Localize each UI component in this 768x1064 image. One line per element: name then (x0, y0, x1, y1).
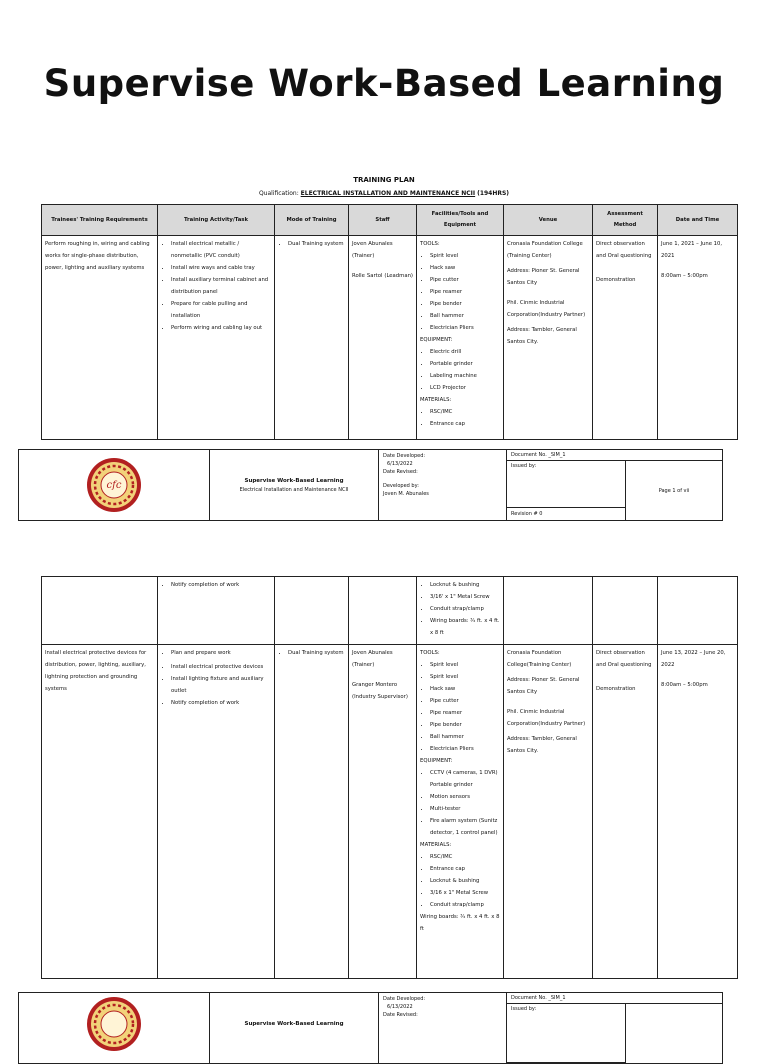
list-item: • Entrance cap (430, 418, 500, 430)
wiring-boards-note: Wiring boards: ¾ ft. x 4 ft. x 8 ft (420, 914, 500, 932)
page-number: Page 1 of vii (658, 487, 690, 494)
list-item: • LCD Projector (430, 382, 500, 394)
footer-title: Supervise Work-Based Learning (244, 477, 344, 484)
list-item: • Pipe bender (430, 719, 500, 731)
mode-cell (275, 645, 349, 979)
mode-cell (275, 577, 349, 645)
list-item: • Pipe reamer (430, 707, 500, 719)
list-item: • CCTV (4 cameras, 1 DVR) Portable grinder (430, 767, 500, 791)
staff-trainer: Joven Abunales (Trainer) (352, 241, 393, 259)
list-item: • Conduit strap/clamp (430, 603, 500, 615)
list-item: • Plan and prepare work (171, 647, 271, 659)
list-item: • Wiring boards: ¾ ft. x 4 ft. x 8 ft (430, 615, 500, 639)
issued-by: Issued by: (507, 1004, 625, 1063)
list-item: • Labeling machine (430, 370, 500, 382)
date-cell (658, 236, 738, 440)
school-logo (84, 996, 144, 1052)
assessment-method: Demonstration (596, 686, 636, 692)
list-item: • 3/16' x 1" Metal Screw (430, 591, 500, 603)
venue-name: Cronasia Foundation College(Training Center) (507, 650, 572, 668)
list-item: • Install auxiliary terminal cabinet and distribution panel (171, 274, 271, 298)
staff-cell (349, 645, 417, 979)
list-item: • Install electrical protective devices (171, 661, 271, 673)
venue-partner-address: Address: Tambler, General Santos City. (507, 736, 577, 754)
date-cell (658, 645, 738, 979)
logo-cell (19, 450, 210, 520)
tools-label: TOOLS: (420, 650, 440, 656)
logo-text: cfc (106, 480, 122, 491)
list-item: • Spirit level (430, 659, 500, 671)
list-item: • Install lighting fixture and auxiliary outlet (171, 673, 271, 697)
materials-label: MATERIALS: (420, 397, 452, 403)
list-item: • Prepare for cable pulling and installation (171, 298, 271, 322)
list-item: • Hack saw (430, 683, 500, 695)
header-staff: Staff (349, 205, 417, 236)
assessment-method: Direct observation and Oral questioning (596, 650, 652, 668)
list-item: • Notify completion of work (171, 697, 271, 709)
date-developed: 6/13/2022 (387, 1004, 413, 1010)
training-plan-table-continued (41, 576, 738, 979)
logo-cell (19, 993, 210, 1063)
venue-cell (504, 577, 593, 645)
page-footer (18, 449, 723, 521)
list-item: • Ball hammer (430, 731, 500, 743)
header-mode: Mode of Training (275, 205, 349, 236)
equipment-label: EQUIPMENT: (420, 337, 453, 343)
document-number: Document No. _SIM_1 (507, 450, 722, 461)
table-row (42, 645, 738, 979)
staff-trainer: Joven Abunales (Trainer) (352, 650, 393, 668)
list-item: • Dual Training system (288, 238, 345, 250)
list-item: • Entrance cap (430, 863, 500, 875)
venue-cell (504, 645, 593, 979)
list-item: • Portable grinder (430, 358, 500, 370)
list-item: • Motion sensors (430, 791, 500, 803)
venue-address: Address: Pioner St. General Santos City (507, 268, 580, 286)
list-item: • 3/16 x 1" Metal Screw (430, 887, 500, 899)
header-facilities: Facilities/Tools and Equipment (417, 205, 504, 236)
list-item: • Pipe cutter (430, 695, 500, 707)
footer-dates-cell (379, 993, 507, 1063)
facilities-cell (417, 236, 504, 440)
time-range: 8:00am – 5:00pm (661, 682, 708, 688)
venue-cell (504, 236, 593, 440)
table-header-row (42, 205, 738, 236)
venue-partner: Phil. Cinmic Industrial Corporation(Industry Partner) (507, 709, 586, 727)
header-assessment: Assessment Method (593, 205, 658, 236)
footer-dates-cell (379, 450, 507, 520)
footer-doc-info (507, 993, 722, 1063)
training-plan-table (41, 204, 738, 440)
requirement-cell: Install electrical protective devices for distribution, power, lighting, auxiliary, lightning protection and grounding systems (42, 645, 158, 979)
qualification-line (0, 190, 768, 197)
activity-cell (158, 236, 275, 440)
list-item: • Pipe cutter (430, 274, 500, 286)
developed-by-label: Developed by: (383, 483, 419, 489)
date-range: June 1, 2021 – June 10, 2021 (661, 241, 723, 259)
developed-by: Joven M. Abunales (383, 491, 429, 497)
date-cell (658, 577, 738, 645)
footer-title: Supervise Work-Based Learning (244, 1021, 344, 1027)
list-item: • Spirit level (430, 671, 500, 683)
venue-note: (Training Center) (507, 253, 552, 259)
list-item: • Install wire ways and cable tray (171, 262, 271, 274)
activity-cell (158, 577, 275, 645)
venue-name: Cronasia Foundation College (507, 241, 583, 247)
date-developed-label: Date Developed: (383, 996, 426, 1002)
venue-address: Address: Pioner St. General Santos City (507, 677, 580, 695)
qualification-hours: (194HRS) (477, 190, 510, 197)
list-item: • Perform wiring and cabling lay out (171, 322, 271, 334)
venue-partner: Phil. Cinmic Industrial Corporation(Industry Partner) (507, 300, 586, 318)
revision-number: Revision # 0 (511, 511, 543, 517)
footer-doc-info (507, 450, 722, 520)
qualification-label: Qualification: (258, 190, 301, 197)
requirement-cell (42, 577, 158, 645)
assessment-cell (593, 236, 658, 440)
list-item: • Notify completion of work (171, 579, 271, 591)
list-item: • Pipe reamer (430, 286, 500, 298)
header-requirements: Trainees' Training Requirements (42, 205, 158, 236)
facilities-cell (417, 645, 504, 979)
activity-cell (158, 645, 275, 979)
list-item: • Hack saw (430, 262, 500, 274)
requirement-cell: Perform roughing in, wiring and cabling works for single-phase distribution, power, lighting and auxiliary systems (42, 236, 158, 440)
list-item: • Pipe bender (430, 298, 500, 310)
table-row (42, 236, 738, 440)
date-developed: 6/13/2022 (387, 461, 413, 467)
venue-partner-address: Address: Tambler, General Santos City. (507, 327, 577, 345)
mode-cell (275, 236, 349, 440)
list-item: • Spirit level (430, 250, 500, 262)
page-footer (18, 992, 723, 1064)
list-item: • RSC/IMC (430, 851, 500, 863)
header-venue: Venue (504, 205, 593, 236)
footer-title-cell (210, 450, 379, 520)
list-item: • Electrician Pliers (430, 322, 500, 334)
staff-cell (349, 236, 417, 440)
date-developed-label: Date Developed: (383, 453, 426, 459)
staff-supervisor: Granger Montero (Industry Supervisor) (352, 682, 408, 700)
assessment-method: Direct observation and Oral questioning (596, 241, 652, 259)
tools-label: TOOLS: (420, 241, 440, 247)
header-activity: Training Activity/Task (158, 205, 275, 236)
issued-by: Issued by: (507, 461, 625, 508)
assessment-cell (593, 577, 658, 645)
staff-leadman: Rolle Sartol (Leadman) (352, 273, 413, 279)
list-item: • Fire alarm system (Sunitz detector, 1 control panel) (430, 815, 500, 839)
date-revised-label: Date Revised: (383, 1012, 418, 1018)
list-item: • Ball hammer (430, 310, 500, 322)
list-item: • Electrician Pliers (430, 743, 500, 755)
header-date: Date and Time (658, 205, 738, 236)
facilities-cell (417, 577, 504, 645)
list-item: • Locknut & bushing (430, 579, 500, 591)
list-item: • Locknut & bushing (430, 875, 500, 887)
list-item: • Multi-tester (430, 803, 500, 815)
materials-label: MATERIALS: (420, 842, 452, 848)
list-item: • Electric drill (430, 346, 500, 358)
staff-cell (349, 577, 417, 645)
assessment-method: Demonstration (596, 277, 636, 283)
assessment-cell (593, 645, 658, 979)
footer-title-cell (210, 993, 379, 1063)
list-item: • Install electrical metallic / nonmetallic (PVC conduit) (171, 238, 271, 262)
equipment-label: EQUIPMENT: (420, 758, 453, 764)
school-logo (84, 457, 144, 513)
list-item: • Conduit strap/clamp (430, 899, 500, 911)
date-range: June 13, 2022 – June 20, 2022 (661, 650, 726, 668)
time-range: 8:00am – 5:00pm (661, 273, 708, 279)
document-number: Document No. _SIM_1 (507, 993, 722, 1004)
date-revised-label: Date Revised: (383, 469, 418, 475)
table-row (42, 577, 738, 645)
qualification-value: ELECTRICAL INSTALLATION AND MAINTENANCE NCII (300, 190, 476, 197)
document-title: Supervise Work-Based Learning (43, 62, 725, 105)
list-item: • RSC/IMC (430, 406, 500, 418)
footer-subtitle: Electrical Installation and Maintenance NCII (239, 486, 349, 493)
training-plan-heading: TRAINING PLAN (353, 176, 415, 184)
list-item: • Dual Training system (288, 647, 345, 659)
